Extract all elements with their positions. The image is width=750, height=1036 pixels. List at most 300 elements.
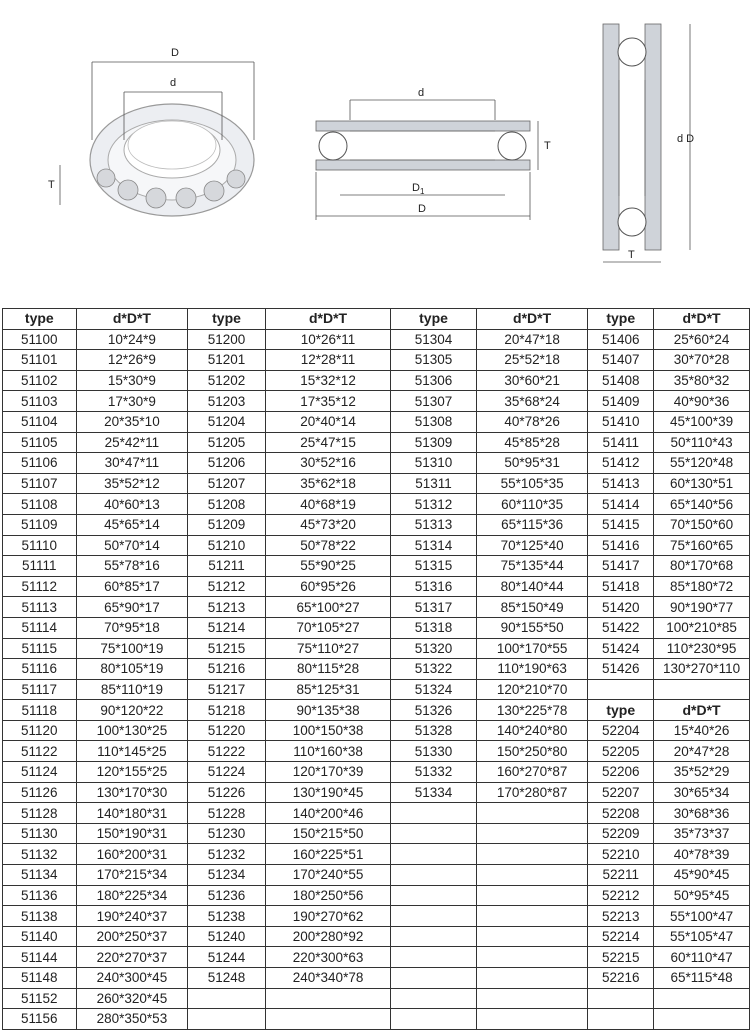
type-cell: 51307 xyxy=(391,391,477,412)
dims-cell: 140*240*80 xyxy=(476,720,588,741)
dims-cell: 75*110*27 xyxy=(265,638,390,659)
dims-cell: 20*35*10 xyxy=(76,411,188,432)
dims-cell: 190*240*37 xyxy=(76,906,188,927)
dims-cell: 150*250*80 xyxy=(476,741,588,762)
dims-cell: 15*40*26 xyxy=(654,720,750,741)
label-D1-subscript: 1 xyxy=(420,187,425,196)
dims-cell: 12*28*11 xyxy=(265,350,390,371)
table-row xyxy=(3,844,750,865)
type-cell: 51236 xyxy=(188,885,266,906)
type-cell xyxy=(391,1009,477,1030)
dims-cell: 130*225*78 xyxy=(476,700,588,721)
dims-cell xyxy=(654,1009,750,1030)
type-cell: 52204 xyxy=(588,720,654,741)
table-row xyxy=(3,556,750,577)
type-cell xyxy=(188,988,266,1009)
dims-cell: 30*70*28 xyxy=(654,350,750,371)
type-cell: 51306 xyxy=(391,370,477,391)
dims-cell: 65*90*17 xyxy=(76,597,188,618)
dims-cell: 35*62*18 xyxy=(265,473,390,494)
dims-cell: 35*73*37 xyxy=(654,823,750,844)
type-cell: 51411 xyxy=(588,432,654,453)
type-cell: 51244 xyxy=(188,947,266,968)
dims-cell: 10*24*9 xyxy=(76,329,188,350)
table-row xyxy=(3,453,750,474)
label-T-mid: T xyxy=(544,140,551,152)
table-row xyxy=(3,1009,750,1030)
type-cell: 51204 xyxy=(188,411,266,432)
type-cell: 51110 xyxy=(3,535,77,556)
type-cell: 51102 xyxy=(3,370,77,391)
type-cell: 51310 xyxy=(391,453,477,474)
table-row xyxy=(3,885,750,906)
dims-cell: 35*52*12 xyxy=(76,473,188,494)
dims-cell: 60*130*51 xyxy=(654,473,750,494)
type-cell: 51418 xyxy=(588,576,654,597)
type-cell xyxy=(188,1009,266,1030)
bearing-spec-table xyxy=(2,308,750,1030)
type-cell: 51218 xyxy=(188,700,266,721)
dims-cell: 30*60*21 xyxy=(476,370,588,391)
dims-cell: 100*130*25 xyxy=(76,720,188,741)
type-cell: 51130 xyxy=(3,823,77,844)
dims-cell: 120*155*25 xyxy=(76,762,188,783)
dims-cell: 25*47*15 xyxy=(265,432,390,453)
type-cell xyxy=(391,988,477,1009)
dims-cell: 85*125*31 xyxy=(265,679,390,700)
dims-cell xyxy=(476,844,588,865)
table-row xyxy=(3,720,750,741)
type-cell: 51211 xyxy=(188,556,266,577)
type-cell: 51234 xyxy=(188,865,266,886)
bearing-3d-illustration xyxy=(48,47,254,216)
table-row xyxy=(3,597,750,618)
dims-cell: 55*120*48 xyxy=(654,453,750,474)
table-row xyxy=(3,309,750,330)
type-cell: 51111 xyxy=(3,556,77,577)
bearing-side-section xyxy=(603,24,694,262)
type-cell xyxy=(391,947,477,968)
type-cell: 51203 xyxy=(188,391,266,412)
type-cell: 51217 xyxy=(188,679,266,700)
header-dims: d*D*T xyxy=(265,309,390,330)
dims-cell: 45*65*14 xyxy=(76,514,188,535)
dims-cell: 100*210*85 xyxy=(654,617,750,638)
type-cell: 51309 xyxy=(391,432,477,453)
type-cell: 51122 xyxy=(3,741,77,762)
type-cell: 52206 xyxy=(588,762,654,783)
dims-cell: 65*140*56 xyxy=(654,494,750,515)
dims-cell: 20*40*14 xyxy=(265,411,390,432)
type-cell: 51332 xyxy=(391,762,477,783)
dims-cell: 70*105*27 xyxy=(265,617,390,638)
type-cell: 51312 xyxy=(391,494,477,515)
type-cell: 51308 xyxy=(391,411,477,432)
type-cell: 51322 xyxy=(391,659,477,680)
dims-cell: 180*225*34 xyxy=(76,885,188,906)
table-row xyxy=(3,823,750,844)
type-cell: 51413 xyxy=(588,473,654,494)
type-cell: 51226 xyxy=(188,782,266,803)
type-cell: 51109 xyxy=(3,514,77,535)
type-cell: 51417 xyxy=(588,556,654,577)
dims-cell: 17*35*12 xyxy=(265,391,390,412)
dims-cell: 100*170*55 xyxy=(476,638,588,659)
type-cell: 51406 xyxy=(588,329,654,350)
dims-cell: 70*95*18 xyxy=(76,617,188,638)
type-cell: 51113 xyxy=(3,597,77,618)
type-cell: 51410 xyxy=(588,411,654,432)
type-cell xyxy=(391,803,477,824)
type-cell: 51230 xyxy=(188,823,266,844)
dims-cell: 60*95*26 xyxy=(265,576,390,597)
type-cell xyxy=(588,988,654,1009)
dims-cell: 240*340*78 xyxy=(265,968,390,989)
type-cell: 51128 xyxy=(3,803,77,824)
dims-cell xyxy=(476,968,588,989)
type-cell xyxy=(391,906,477,927)
bearing-cross-section xyxy=(316,87,551,220)
table-row xyxy=(3,782,750,803)
dims-cell: 35*80*32 xyxy=(654,370,750,391)
type-cell: 51101 xyxy=(3,350,77,371)
label-D1-mid: D xyxy=(412,182,420,194)
type-cell: 51240 xyxy=(188,926,266,947)
label-d-mid: d xyxy=(418,87,425,99)
type-cell: 51152 xyxy=(3,988,77,1009)
dims-cell: 260*320*45 xyxy=(76,988,188,1009)
type-cell: 51206 xyxy=(188,453,266,474)
dims-cell: 55*90*25 xyxy=(265,556,390,577)
header-dims: d*D*T xyxy=(476,309,588,330)
dims-cell: 40*78*26 xyxy=(476,411,588,432)
table-row xyxy=(3,370,750,391)
dims-cell: 55*105*35 xyxy=(476,473,588,494)
type-cell: 51100 xyxy=(3,329,77,350)
dims-cell: 85*180*72 xyxy=(654,576,750,597)
dims-cell: 150*215*50 xyxy=(265,823,390,844)
type-cell: 51209 xyxy=(188,514,266,535)
dims-cell: 170*215*34 xyxy=(76,865,188,886)
table-row xyxy=(3,988,750,1009)
dims-cell: 25*42*11 xyxy=(76,432,188,453)
table-row xyxy=(3,762,750,783)
type-cell: 51416 xyxy=(588,535,654,556)
type-cell: 51115 xyxy=(3,638,77,659)
table-row xyxy=(3,659,750,680)
dims-cell: 80*105*19 xyxy=(76,659,188,680)
type-cell: 51136 xyxy=(3,885,77,906)
dims-cell: 220*270*37 xyxy=(76,947,188,968)
type-cell: 51103 xyxy=(3,391,77,412)
type-cell: 51222 xyxy=(188,741,266,762)
table-row xyxy=(3,350,750,371)
type-cell: 51314 xyxy=(391,535,477,556)
dims-cell: 70*150*60 xyxy=(654,514,750,535)
type-cell: 51118 xyxy=(3,700,77,721)
table-row xyxy=(3,432,750,453)
dims-cell: 90*190*77 xyxy=(654,597,750,618)
header-type: type xyxy=(391,309,477,330)
type-cell: 51424 xyxy=(588,638,654,659)
type-cell: 51202 xyxy=(188,370,266,391)
type-cell: 51248 xyxy=(188,968,266,989)
dims-cell: 60*85*17 xyxy=(76,576,188,597)
type-cell: 51330 xyxy=(391,741,477,762)
table-row xyxy=(3,329,750,350)
type-cell: 52215 xyxy=(588,947,654,968)
dims-cell: 35*52*29 xyxy=(654,762,750,783)
dims-cell: 80*140*44 xyxy=(476,576,588,597)
dims-cell: 170*240*55 xyxy=(265,865,390,886)
table-row xyxy=(3,700,750,721)
header-type: type xyxy=(3,309,77,330)
type-cell: 51116 xyxy=(3,659,77,680)
label-D-left: D xyxy=(171,47,179,59)
dims-cell: 75*135*44 xyxy=(476,556,588,577)
dims-cell xyxy=(476,885,588,906)
dims-cell: 55*105*47 xyxy=(654,926,750,947)
type-cell: 52210 xyxy=(588,844,654,865)
type-cell: 51104 xyxy=(3,411,77,432)
dims-cell xyxy=(476,906,588,927)
type-cell: 51114 xyxy=(3,617,77,638)
type-cell xyxy=(588,679,654,700)
type-cell: 52214 xyxy=(588,926,654,947)
header-type: type xyxy=(188,309,266,330)
dims-cell: 25*52*18 xyxy=(476,350,588,371)
dims-cell: 130*170*30 xyxy=(76,782,188,803)
type-cell: 51112 xyxy=(3,576,77,597)
type-cell: 51148 xyxy=(3,968,77,989)
dims-cell: 65*115*48 xyxy=(654,968,750,989)
dims-cell xyxy=(476,865,588,886)
dims-cell: 30*52*16 xyxy=(265,453,390,474)
table-row xyxy=(3,514,750,535)
type-cell: 51426 xyxy=(588,659,654,680)
dims-cell: 40*78*39 xyxy=(654,844,750,865)
dims-cell: 20*47*28 xyxy=(654,741,750,762)
type-cell: 51414 xyxy=(588,494,654,515)
dims-cell: 70*125*40 xyxy=(476,535,588,556)
type-cell: 51334 xyxy=(391,782,477,803)
type-cell: 51315 xyxy=(391,556,477,577)
type-cell: 51213 xyxy=(188,597,266,618)
table-row xyxy=(3,638,750,659)
type-cell: 52216 xyxy=(588,968,654,989)
dims-cell: 160*225*51 xyxy=(265,844,390,865)
type-cell: 52211 xyxy=(588,865,654,886)
dims-cell: 130*270*110 xyxy=(654,659,750,680)
dims-cell: 45*100*39 xyxy=(654,411,750,432)
type-cell: 51220 xyxy=(188,720,266,741)
type-cell: 51120 xyxy=(3,720,77,741)
dims-cell xyxy=(476,947,588,968)
type-cell: 51407 xyxy=(588,350,654,371)
dims-cell xyxy=(265,1009,390,1030)
label-dD-right: d D xyxy=(677,133,695,145)
type-cell xyxy=(588,1009,654,1030)
type-cell: 51305 xyxy=(391,350,477,371)
dims-cell: 200*250*37 xyxy=(76,926,188,947)
dims-cell: 140*180*31 xyxy=(76,803,188,824)
table-row xyxy=(3,411,750,432)
dims-cell: 80*170*68 xyxy=(654,556,750,577)
dims-cell: 120*210*70 xyxy=(476,679,588,700)
type-cell: 51138 xyxy=(3,906,77,927)
type-cell: 51132 xyxy=(3,844,77,865)
dims-cell: 75*100*19 xyxy=(76,638,188,659)
dims-cell: 55*100*47 xyxy=(654,906,750,927)
type-cell: 52209 xyxy=(588,823,654,844)
type-cell: 51415 xyxy=(588,514,654,535)
type-cell: 51124 xyxy=(3,762,77,783)
dims-cell xyxy=(476,823,588,844)
dims-cell: 45*73*20 xyxy=(265,514,390,535)
type-cell: 51228 xyxy=(188,803,266,824)
type-cell: 51422 xyxy=(588,617,654,638)
dims-cell: 35*68*24 xyxy=(476,391,588,412)
type-cell: 51117 xyxy=(3,679,77,700)
type-cell: 51326 xyxy=(391,700,477,721)
table-row xyxy=(3,617,750,638)
type-cell: 51216 xyxy=(188,659,266,680)
type-cell: 51108 xyxy=(3,494,77,515)
dims-cell: 30*68*36 xyxy=(654,803,750,824)
type-cell xyxy=(391,926,477,947)
dims-cell: 85*110*19 xyxy=(76,679,188,700)
type-cell: 51140 xyxy=(3,926,77,947)
dims-cell: 130*190*45 xyxy=(265,782,390,803)
dims-cell: 60*110*47 xyxy=(654,947,750,968)
dims-cell: 15*32*12 xyxy=(265,370,390,391)
type-cell: 51313 xyxy=(391,514,477,535)
table-row xyxy=(3,865,750,886)
type-cell: 51134 xyxy=(3,865,77,886)
type-cell xyxy=(391,885,477,906)
dims-cell: 40*90*36 xyxy=(654,391,750,412)
dims-cell: 65*100*27 xyxy=(265,597,390,618)
type-cell: 51107 xyxy=(3,473,77,494)
type-cell: 51144 xyxy=(3,947,77,968)
type-cell: 52208 xyxy=(588,803,654,824)
type-cell: 51412 xyxy=(588,453,654,474)
type-cell: 51409 xyxy=(588,391,654,412)
dims-cell: 220*300*63 xyxy=(265,947,390,968)
type-cell: 51105 xyxy=(3,432,77,453)
type-cell: 51156 xyxy=(3,1009,77,1030)
dims-cell: 30*65*34 xyxy=(654,782,750,803)
type-cell: 51304 xyxy=(391,329,477,350)
dims-cell: 140*200*46 xyxy=(265,803,390,824)
type-cell: 51324 xyxy=(391,679,477,700)
type-cell: 52207 xyxy=(588,782,654,803)
header-dims: d*D*T xyxy=(76,309,188,330)
type-cell: 51207 xyxy=(188,473,266,494)
type-cell: 52213 xyxy=(588,906,654,927)
dims-cell: 85*150*49 xyxy=(476,597,588,618)
dims-cell: 170*280*87 xyxy=(476,782,588,803)
subheader-type: type xyxy=(588,700,654,721)
table-row xyxy=(3,535,750,556)
dims-cell: 75*160*65 xyxy=(654,535,750,556)
dims-cell: 50*95*45 xyxy=(654,885,750,906)
dims-cell: 90*135*38 xyxy=(265,700,390,721)
type-cell: 51208 xyxy=(188,494,266,515)
table-row xyxy=(3,906,750,927)
table-row xyxy=(3,741,750,762)
dims-cell xyxy=(476,803,588,824)
dims-cell: 17*30*9 xyxy=(76,391,188,412)
dims-cell xyxy=(654,988,750,1009)
type-cell: 51318 xyxy=(391,617,477,638)
dims-cell: 45*90*45 xyxy=(654,865,750,886)
dims-cell: 55*78*16 xyxy=(76,556,188,577)
dims-cell xyxy=(476,1009,588,1030)
dims-cell: 20*47*18 xyxy=(476,329,588,350)
dims-cell: 90*155*50 xyxy=(476,617,588,638)
dims-cell: 10*26*11 xyxy=(265,329,390,350)
dims-cell: 50*78*22 xyxy=(265,535,390,556)
type-cell: 51317 xyxy=(391,597,477,618)
dims-cell: 280*350*53 xyxy=(76,1009,188,1030)
label-D-mid: D xyxy=(418,203,426,215)
table-row xyxy=(3,391,750,412)
type-cell: 51420 xyxy=(588,597,654,618)
dims-cell: 80*115*28 xyxy=(265,659,390,680)
table-row xyxy=(3,473,750,494)
type-cell: 51232 xyxy=(188,844,266,865)
dims-cell: 190*270*62 xyxy=(265,906,390,927)
dims-cell: 110*160*38 xyxy=(265,741,390,762)
dims-cell: 40*68*19 xyxy=(265,494,390,515)
type-cell: 51238 xyxy=(188,906,266,927)
dims-cell: 180*250*56 xyxy=(265,885,390,906)
type-cell: 51126 xyxy=(3,782,77,803)
type-cell: 51214 xyxy=(188,617,266,638)
dims-cell xyxy=(654,679,750,700)
type-cell: 51201 xyxy=(188,350,266,371)
type-cell: 51106 xyxy=(3,453,77,474)
type-cell: 51215 xyxy=(188,638,266,659)
type-cell xyxy=(391,865,477,886)
type-cell: 51316 xyxy=(391,576,477,597)
type-cell: 51205 xyxy=(188,432,266,453)
table-row xyxy=(3,494,750,515)
table-row xyxy=(3,947,750,968)
type-cell: 52205 xyxy=(588,741,654,762)
type-cell: 51408 xyxy=(588,370,654,391)
dims-cell: 160*200*31 xyxy=(76,844,188,865)
dims-cell: 110*230*95 xyxy=(654,638,750,659)
dims-cell xyxy=(476,988,588,1009)
bearing-diagrams xyxy=(0,0,750,300)
dims-cell: 15*30*9 xyxy=(76,370,188,391)
dims-cell: 110*190*63 xyxy=(476,659,588,680)
dims-cell: 65*115*36 xyxy=(476,514,588,535)
dims-cell: 60*110*35 xyxy=(476,494,588,515)
dims-cell: 30*47*11 xyxy=(76,453,188,474)
label-T-right: T xyxy=(628,249,635,261)
type-cell xyxy=(391,844,477,865)
dims-cell: 45*85*28 xyxy=(476,432,588,453)
dims-cell: 120*170*39 xyxy=(265,762,390,783)
type-cell: 51320 xyxy=(391,638,477,659)
table-row xyxy=(3,803,750,824)
dims-cell: 90*120*22 xyxy=(76,700,188,721)
subheader-dims: d*D*T xyxy=(654,700,750,721)
dims-cell xyxy=(265,988,390,1009)
